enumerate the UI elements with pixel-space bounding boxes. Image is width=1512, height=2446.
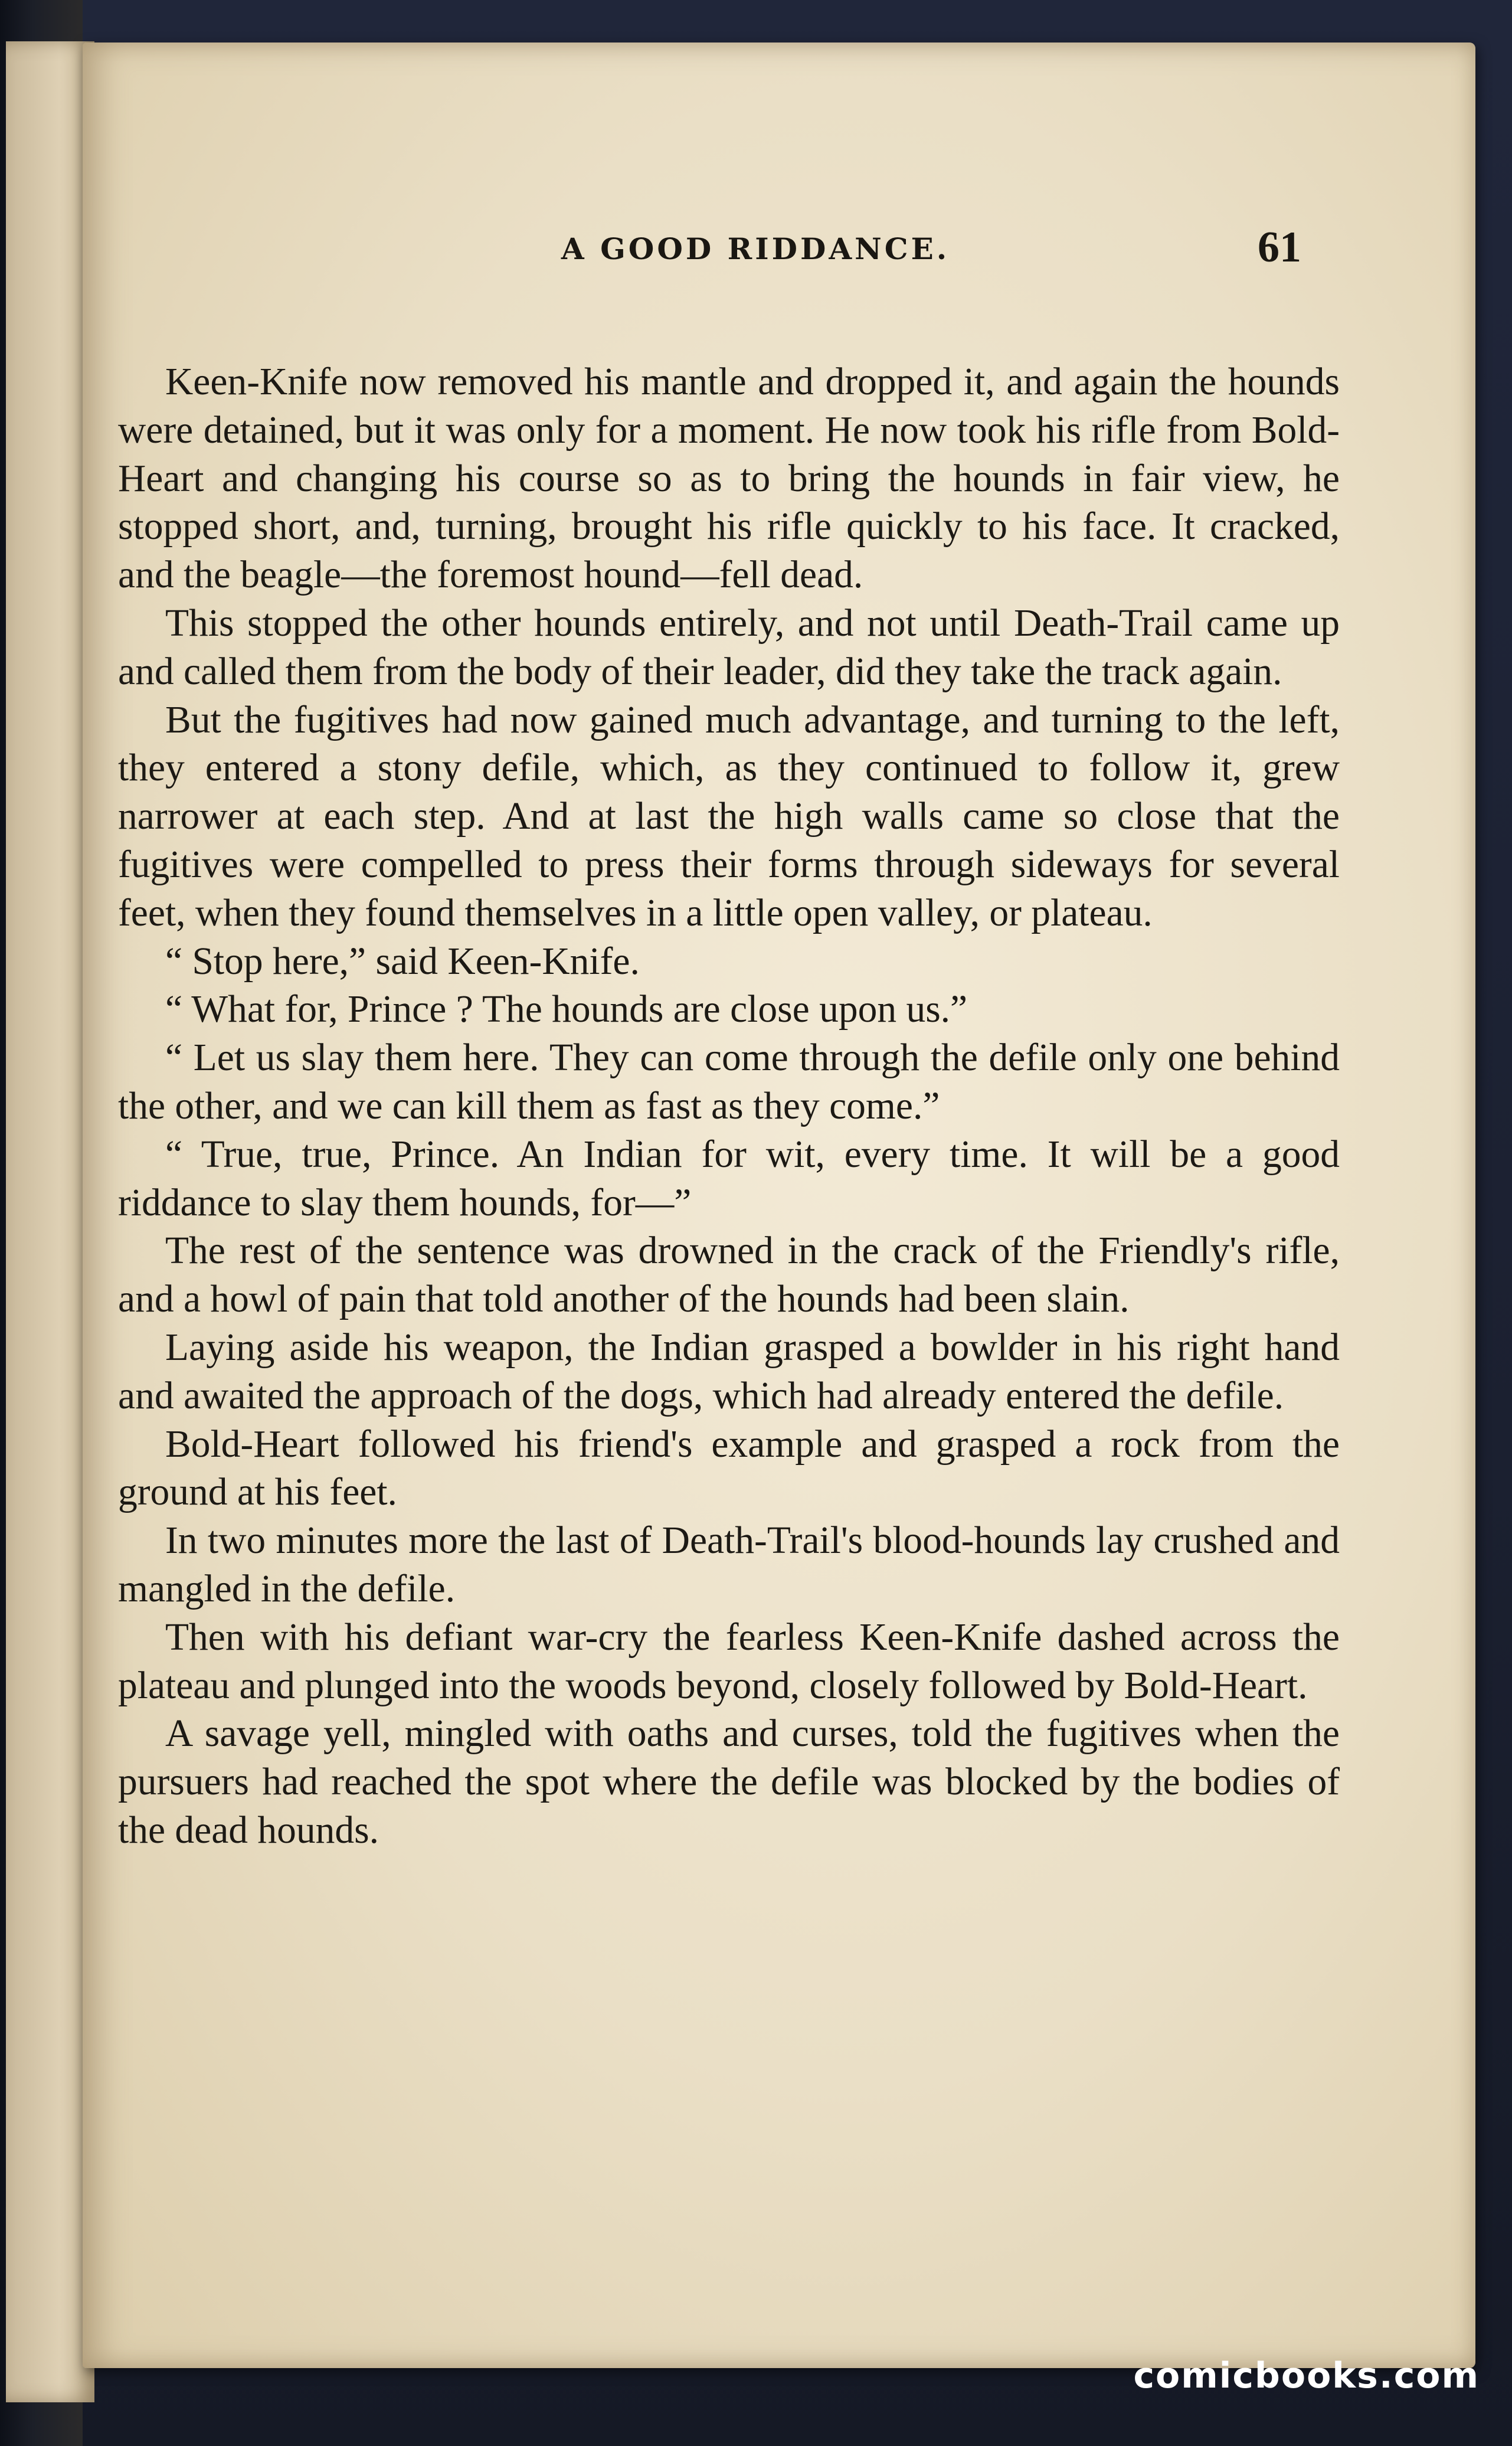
book-page (83, 42, 1475, 2368)
running-head (83, 220, 1475, 290)
paragraph: But the fugitives had now gained much advantage, and turning to the left, they entered a stony defile, which, as they continued to follow it, grew narrower at each step. And at last the high walls came so close that the fugitives were compelled to press their forms through sideways for several feet, when they found themselves in a little open valley, or plateau. (118, 698, 1340, 934)
paragraph: Then with his defiant war-cry the fearless Keen-Knife dashed across the plateau and plunged into the woods beyond, closely followed by Bold-Heart. (118, 1616, 1340, 1707)
paragraph: This stopped the other hounds entirely, and not until Death-Trail came up and called them from the body of their leader, did they take the track again. (118, 601, 1340, 693)
paragraph: In two minutes more the last of Death-Trail's blood-hounds lay crushed and mangled in the defile. (118, 1519, 1340, 1610)
facing-page-edge (6, 41, 94, 2402)
paragraph: Bold-Heart followed his friend's example and grasped a rock from the ground at his feet. (118, 1423, 1340, 1514)
paragraph: Laying aside his weapon, the Indian grasped a bowlder in his right hand and awaited the approach of the dogs, which had already entered the defile. (118, 1326, 1340, 1417)
paragraph: “ True, true, Prince. An Indian for wit, every time. It will be a good riddance to slay them hounds, for—” (118, 1133, 1340, 1224)
paragraph: “ Let us slay them here. They can come through the defile only one behind the other, and we can kill them as fast as they come.” (118, 1036, 1340, 1127)
paragraph: “ What for, Prince ? The hounds are close upon us.” (165, 988, 968, 1031)
paragraph: A savage yell, mingled with oaths and curses, told the fugitives when the pursuers had reached the spot where the defile was blocked by the bodies of the dead hounds. (118, 1712, 1340, 1852)
body-text (118, 358, 1340, 1855)
page-number: 61 (1258, 223, 1301, 272)
running-title: A GOOD RIDDANCE. (561, 231, 950, 266)
paragraph: The rest of the sentence was drowned in the crack of the Friendly's rifle, and a howl of pain that told another of the hounds had been slain. (118, 1229, 1340, 1321)
watermark: comicbooks.com (1133, 2355, 1480, 2396)
paragraph: “ Stop here,” said Keen-Knife. (165, 940, 640, 983)
paragraph: Keen-Knife now removed his mantle and dropped it, and again the hounds were detained, but it was only for a moment. He now took his rifle from Bold-Heart and changing his course so as to bring the hounds in fair view, he stopped short, and, turning, brought his rifle quickly to his face. It cracked, and the beagle—the foremost hound—fell dead. (118, 361, 1340, 597)
